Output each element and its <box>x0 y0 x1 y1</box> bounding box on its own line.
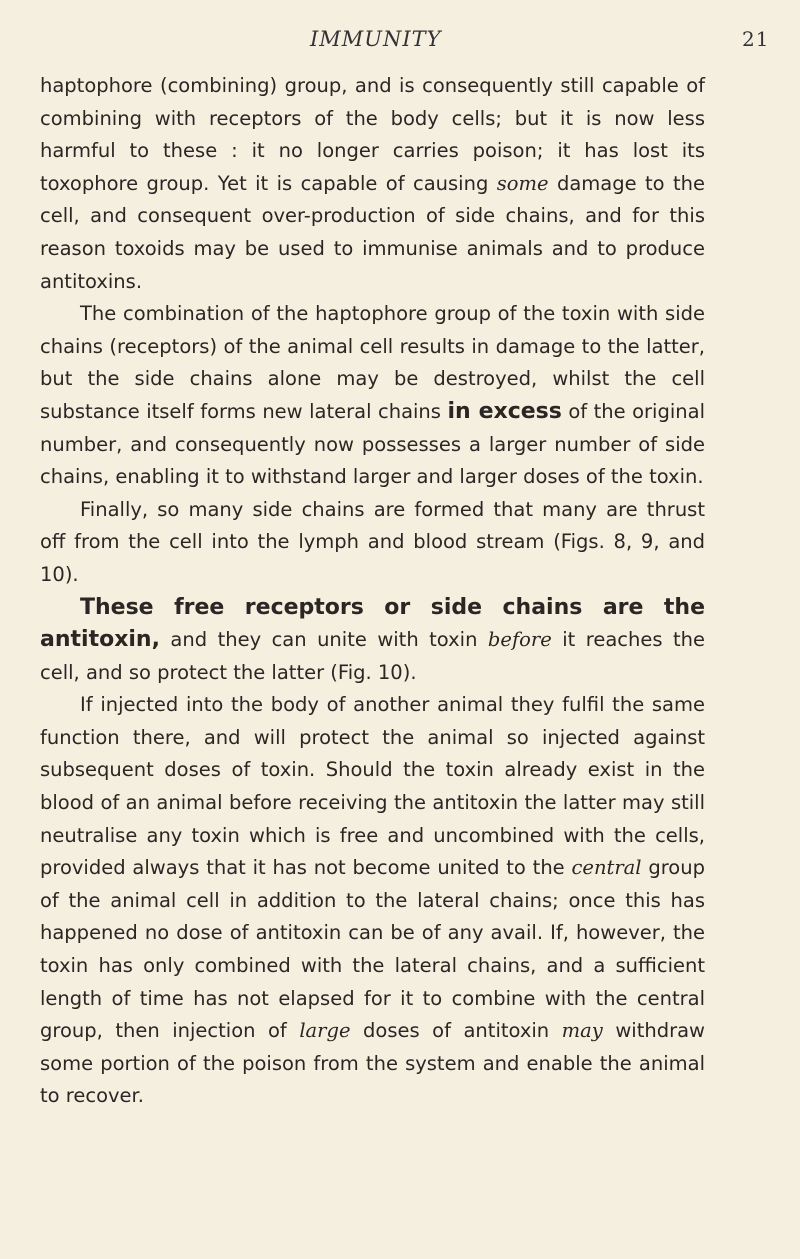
paragraph <box>40 689 705 1113</box>
text-run: and they can unite with toxin <box>159 628 488 652</box>
running-title: IMMUNITY <box>310 27 442 51</box>
text-run: damage to the cell, and consequent over-production of side chains, and for this reason toxoids may be used to immunise animals and to produce antitoxins. <box>40 171 705 293</box>
text-run: haptophore (combining) group, and is consequently still capable of combining with receptors of the body cells; but it is now less harmful to these : it no longer carries poison; it has lost its toxophore group. Yet it is capable of causing <box>40 74 705 195</box>
paragraph <box>40 298 705 494</box>
text-run: doses of antitoxin <box>350 1019 562 1043</box>
body-text <box>40 70 705 1113</box>
emphasized-text: before <box>487 628 552 652</box>
paragraph <box>40 592 705 690</box>
text-run: of the original number, and consequently now possesses a larger number of side chains, enabling it to withstand larger and larger doses of the toxin. <box>40 399 706 489</box>
emphasized-text: central <box>571 856 642 880</box>
heavy-text: in excess <box>447 398 562 424</box>
paragraph <box>40 70 705 298</box>
text-run: group of the animal cell in addition to the lateral chains; once this has happened no dose of antitoxin can be of any avail. If, however, the toxin has only combined with the lateral chains, and a sufficient length of time has not elapsed for it to combine with the central group, then injection of <box>40 856 705 1043</box>
emphasized-text: large <box>299 1019 351 1043</box>
paragraph <box>40 494 705 592</box>
heavy-text: These free receptors or side chains are the antitoxin, <box>40 594 705 653</box>
emphasized-text: may <box>561 1019 603 1043</box>
text-run: it reaches the cell, and so protect the latter (Fig. 10). <box>40 628 705 684</box>
running-head <box>0 27 800 57</box>
text-run: Finally, so many side chains are formed that many are thrust off from the cell into the lymph and blood stream (Figs. 8, 9, and 10). <box>40 497 705 586</box>
text-run: If injected into the body of another animal they fulfil the same function there, and will protect the animal so injected against subsequent doses of toxin. Should the toxin already exist in the blood of an animal before receiving the antitoxin the latter may still neutralise any toxin which is free and uncombined with the cells, provided always that it has not become united to the <box>40 693 705 880</box>
text-run: The combination of the haptophore group of the toxin with side chains (receptors) of the animal cell results in damage to the latter, but the side chains alone may be destroyed, whilst the cell substance itself forms new lateral chains <box>40 302 705 423</box>
page-number: 21 <box>742 27 770 51</box>
text-run: withdraw some portion of the poison from the system and enable the animal to recover. <box>40 1019 705 1108</box>
emphasized-text: some <box>496 171 549 195</box>
